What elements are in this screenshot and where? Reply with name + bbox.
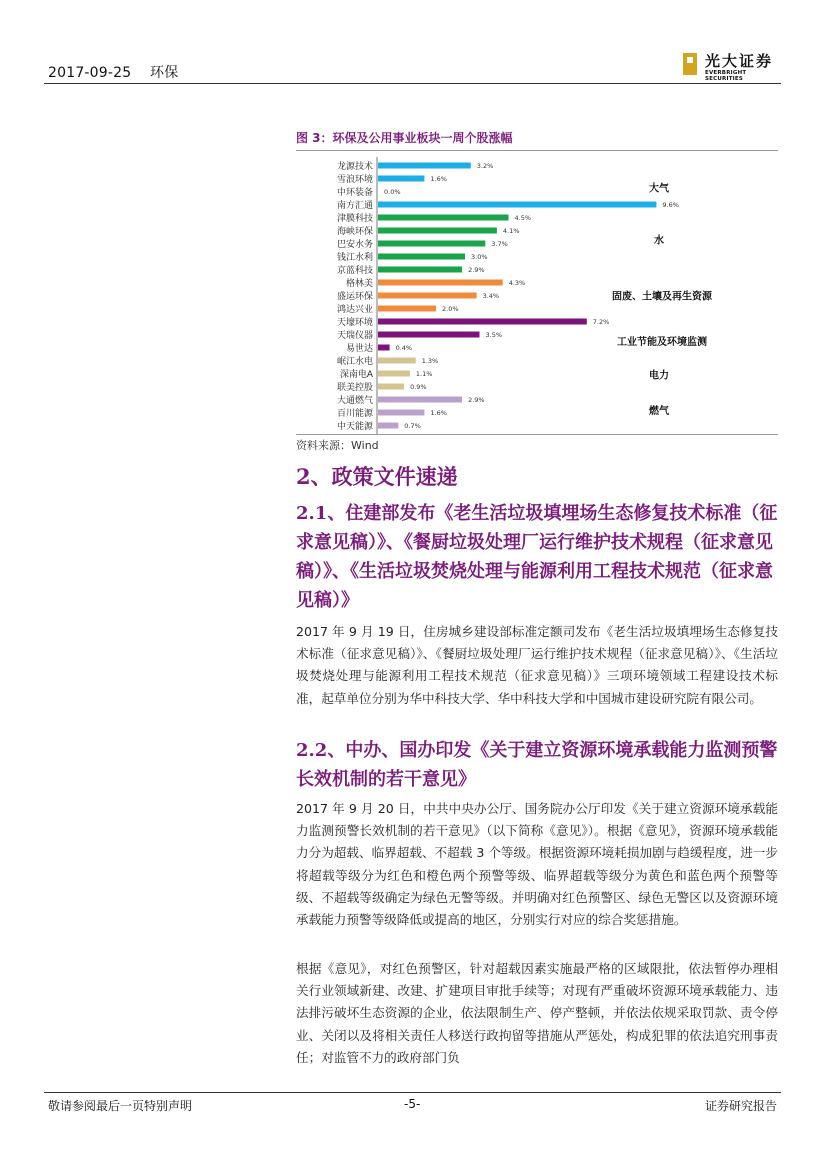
category-label: 易世达	[345, 344, 373, 354]
bar	[378, 228, 497, 234]
footer-disclaimer: 敬请参阅最后一页特别声明	[48, 1099, 193, 1113]
subsection-2-1-title: 2.1、住建部发布《老生活垃圾填埋场生态修复技术标准（征求意见稿）》、《餐厨垃圾处理厂运行维护技术规程（征求意见稿）》、《生活垃圾焚烧处理与能源利用工程技术规范（征求意见稿）》	[296, 503, 778, 611]
value-label: 2.9%	[468, 396, 485, 404]
logo-name: 光大证券	[705, 52, 774, 70]
figure-title: 图 3：环保及公用事业板块一周个股涨幅	[296, 131, 513, 145]
group-label: 固废、土壤及再生资源	[612, 291, 712, 303]
value-label: 2.9%	[468, 266, 485, 274]
bar	[378, 267, 462, 273]
report-date: 2017-09-25	[48, 65, 132, 81]
figure-frame	[296, 150, 778, 435]
logo-subtitle: EVERBRIGHT SECURITIES	[705, 70, 747, 82]
value-label: 3.5%	[485, 331, 503, 339]
bar	[378, 319, 587, 325]
category-label: 中环装备	[336, 188, 373, 198]
company-logo	[683, 50, 783, 80]
logo-mark-icon	[683, 53, 697, 75]
category-label: 深南电A	[339, 370, 373, 380]
bar	[378, 163, 471, 169]
category-label: 津膜科技	[336, 214, 373, 224]
category-label: 格林美	[345, 279, 373, 289]
subsection-2-2-body-1: 2017 年 9 月 20 日，中共中央办公厅、国务院办公厅印发《关于建立资源环境承载能力监测预警长效机制的若干意见》（以下简称《意见》）。根据《意见》，资源环境承载能力分为超载、临界超载、不超载 3 个等级。根据资源环境耗损加剧与趋缓程度，进一步将超载等级分为红色和橙色两个预警等级、临界超载等级分为黄色和蓝色两个预警等级、不超载等级确定为绿色无警等级。并明确对红色预警区、绿色无警区以及资源环境承载能力预警等级降低或提高的地区，分别实行对应的综合奖惩措施。	[296, 801, 778, 928]
group-label: 工业节能及环境监测	[617, 336, 707, 348]
value-label: 0.9%	[410, 383, 427, 391]
group-label: 大气	[649, 183, 669, 195]
value-label: 1.6%	[430, 175, 447, 183]
value-label: 3.2%	[476, 162, 494, 170]
category-label: 南方汇通	[336, 201, 373, 211]
bar	[378, 280, 503, 286]
bar	[378, 345, 390, 351]
value-label: 3.0%	[471, 253, 488, 261]
category-label: 钱江水利	[336, 253, 373, 263]
category-label: 鸿达兴业	[336, 305, 373, 315]
page-number: -5-	[404, 1097, 421, 1111]
category-label: 京蓝科技	[336, 266, 373, 276]
value-label: 4.5%	[514, 214, 532, 222]
value-label: 0.0%	[384, 188, 401, 196]
value-label: 1.1%	[415, 370, 433, 378]
bar	[378, 176, 424, 182]
category-label: 中天能源	[336, 422, 373, 432]
category-label: 雪浪环境	[336, 175, 373, 185]
report-category: 环保	[150, 65, 179, 81]
value-label: 1.6%	[430, 409, 447, 417]
subsection-2-1-body: 2017 年 9 月 19 日，住房城乡建设部标准定额司发布《老生活垃圾填埋场生态修复技术标准（征求意见稿）》、《餐厨垃圾处理厂运行维护技术规程（征求意见稿）》、《生活垃圾焚烧处理与能源利用工程技术规范（征求意见稿）》三项环境领域工程建设技术标准，起草单位分别为华中科技大学、华中科技大学和中国城市建设研究院有限公司。	[296, 624, 778, 706]
header-divider	[44, 83, 781, 84]
bar	[378, 423, 398, 429]
bar	[378, 397, 462, 403]
bar	[378, 306, 436, 312]
bar	[378, 410, 424, 416]
group-label: 水	[654, 235, 664, 247]
category-label: 龙源技术	[336, 162, 373, 172]
bar	[378, 358, 416, 364]
category-label: 天瑞仪器	[336, 331, 373, 341]
category-label: 海峡环保	[336, 227, 373, 237]
value-label: 7.2%	[592, 318, 610, 326]
value-label: 0.4%	[395, 344, 413, 352]
value-label: 2.0%	[442, 305, 459, 313]
subsection-2-2-title: 2.2、中办、国办印发《关于建立资源环境承载能力监测预警长效机制的若干意见》	[296, 740, 778, 790]
stock-gain-bar-chart	[296, 151, 778, 434]
footer-report-type: 证券研究报告	[704, 1099, 777, 1113]
bar	[378, 241, 485, 247]
value-label: 4.1%	[502, 227, 520, 235]
bar	[378, 332, 480, 338]
category-label: 盛运环保	[336, 292, 373, 302]
bar	[378, 215, 509, 221]
group-label: 电力	[649, 370, 669, 382]
bar	[378, 254, 465, 260]
value-label: 3.4%	[482, 292, 500, 300]
bar	[378, 384, 404, 390]
subsection-2-2-body-2: 根据《意见》，对红色预警区，针对超载因素实施最严格的区域限批，依法暂停办理相关行业领域新建、改建、扩建项目审批手续等；对现有严重破坏资源环境承载能力、违法排污破坏生态资源的企业，依法限制生产、停产整顿，并依法依规采取罚款、责令停业、关闭以及将相关责任人移送行政拘留等措施从严惩处，构成犯罪的依法追究刑事责任；对监管不力的政府部门负	[296, 961, 778, 1065]
value-label: 1.3%	[421, 357, 439, 365]
category-label: 岷江水电	[336, 357, 373, 367]
category-label: 天壕环境	[336, 318, 373, 328]
bar	[378, 202, 656, 208]
category-label: 大通燃气	[336, 396, 373, 406]
footer-divider	[44, 1092, 781, 1093]
page-header	[48, 62, 192, 82]
value-label: 0.7%	[404, 422, 421, 430]
bar	[378, 371, 410, 377]
category-label: 联美控股	[336, 383, 373, 393]
category-label: 百川能源	[336, 409, 373, 419]
bar	[378, 293, 477, 299]
value-label: 4.3%	[508, 279, 526, 287]
value-label: 9.6%	[662, 201, 679, 209]
figure-source: 资料来源：Wind	[296, 439, 379, 452]
category-label: 巴安水务	[336, 240, 373, 250]
section-title: 2、政策文件速递	[296, 464, 458, 489]
group-label: 燃气	[649, 405, 669, 417]
value-label: 3.7%	[491, 240, 508, 248]
